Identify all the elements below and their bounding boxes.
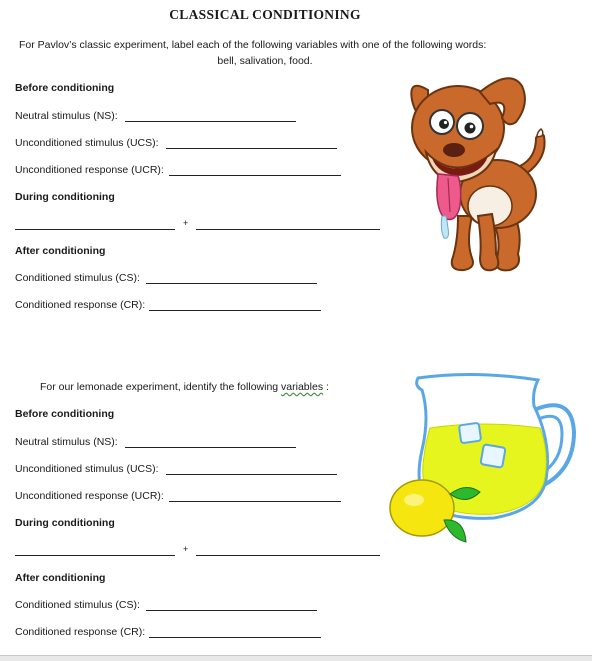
during-conditioning-heading-2: During conditioning: [15, 517, 115, 529]
cr-answer-blank-2[interactable]: [149, 637, 321, 638]
cs-label: Conditioned stimulus (CS):: [15, 272, 140, 284]
cartoon-dog-icon: [398, 66, 556, 278]
lemonade-pitcher-icon: [384, 370, 584, 546]
before-conditioning-heading-2: Before conditioning: [15, 408, 115, 420]
lemonade-instruction: [40, 381, 329, 393]
cr-answer-blank[interactable]: [149, 310, 321, 311]
ucr-label: Unconditioned response (UCR):: [15, 164, 164, 176]
ns-label-2: Neutral stimulus (NS):: [15, 436, 118, 448]
ucr-answer-blank[interactable]: [169, 175, 341, 176]
document-bottom-edge: [0, 655, 592, 661]
cr-label-2: Conditioned response (CR):: [15, 626, 146, 638]
during-answer-blank-1[interactable]: [15, 229, 175, 230]
ns-answer-blank-2[interactable]: [125, 447, 296, 448]
cs-label-2: Conditioned stimulus (CS):: [15, 599, 140, 611]
ucs-answer-blank-2[interactable]: [166, 474, 337, 475]
ucs-label-2: Unconditioned stimulus (UCS):: [15, 463, 159, 475]
ucr-answer-blank-2[interactable]: [169, 501, 341, 502]
cr-label: Conditioned response (CR):: [15, 299, 146, 311]
before-conditioning-heading: Before conditioning: [15, 82, 115, 94]
cs-answer-blank-2[interactable]: [146, 610, 317, 611]
lemonade-instruction-suffix: :: [323, 381, 329, 393]
during-conditioning-heading: During conditioning: [15, 191, 115, 203]
plus-sign-2: +: [183, 544, 189, 554]
ucs-label: Unconditioned stimulus (UCS):: [15, 137, 159, 149]
ns-label: Neutral stimulus (NS):: [15, 110, 118, 122]
plus-sign: +: [183, 218, 189, 228]
after-conditioning-heading-2: After conditioning: [15, 572, 106, 584]
ucr-label-2: Unconditioned response (UCR):: [15, 490, 164, 502]
during-answer-blank-2[interactable]: [196, 229, 380, 230]
lemonade-instruction-prefix: For our lemonade experiment, identify the following: [40, 381, 282, 393]
during-answer-blank-2-2[interactable]: [196, 555, 380, 556]
lemonade-instruction-word: variables: [281, 381, 324, 393]
during-answer-blank-1-2[interactable]: [15, 555, 175, 556]
pavlov-instruction-line2: bell, salivation, food.: [217, 55, 313, 67]
ns-answer-blank[interactable]: [125, 121, 296, 122]
after-conditioning-heading: After conditioning: [15, 245, 106, 257]
page-title: CLASSICAL CONDITIONING: [169, 7, 361, 22]
ucs-answer-blank[interactable]: [166, 148, 337, 149]
cs-answer-blank[interactable]: [146, 283, 317, 284]
pavlov-instruction-line1: For Pavlov’s classic experiment, label each of the following variables with one of the following words:: [19, 39, 487, 51]
